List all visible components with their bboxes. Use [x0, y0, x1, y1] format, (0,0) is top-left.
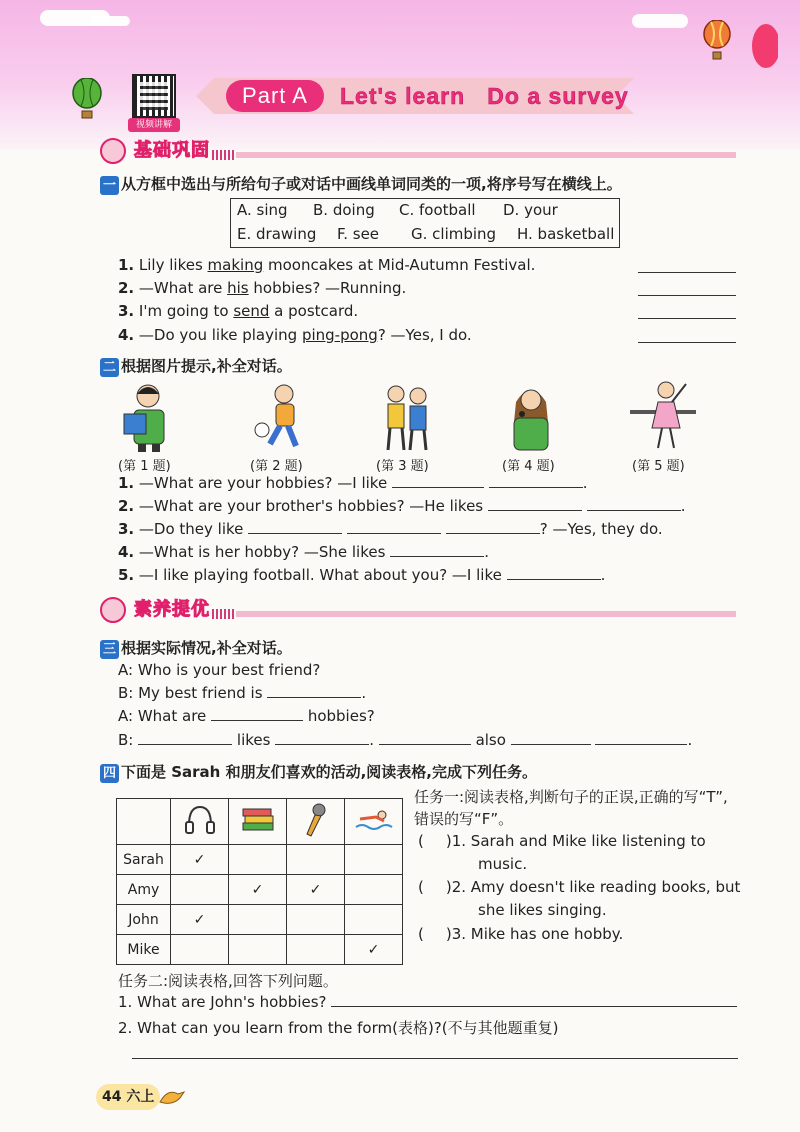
- option: C. football: [399, 201, 476, 219]
- option: H. basketball: [517, 225, 615, 243]
- answer-blank[interactable]: [138, 731, 232, 745]
- section-title: 素养提优: [134, 599, 210, 620]
- task2-question-2: 2. What can you learn from the form(表格)?(不与其他题重复): [118, 1019, 559, 1037]
- row-name: John: [117, 905, 171, 935]
- swimming-icon: [345, 799, 403, 845]
- task2-question-1: 1. What are John's hobbies?: [118, 993, 737, 1011]
- options-box: [230, 198, 620, 248]
- bird-icon: [158, 1084, 186, 1108]
- answer-blank[interactable]: [132, 1058, 738, 1059]
- tick-cell: [345, 845, 403, 875]
- answer-blank[interactable]: [379, 731, 471, 745]
- part-label: Part A: [226, 80, 324, 112]
- microphone-icon: [287, 799, 345, 845]
- picture-caption: (第 5 题): [632, 459, 685, 474]
- section-header-advanced: [100, 597, 740, 623]
- task-2-instruction: 任务二:阅读表格,回答下列问题。: [118, 972, 338, 990]
- table-row: [117, 845, 403, 875]
- tick-cell: [287, 935, 345, 965]
- tick-cell: ✓: [229, 875, 287, 905]
- notebook-icon: [100, 138, 126, 164]
- qr-label: 视频讲解: [128, 118, 180, 132]
- tick-cell: [287, 845, 345, 875]
- hot-air-balloon-icon: [70, 78, 104, 120]
- answer-blank[interactable]: [638, 295, 736, 296]
- q2-item-1: 1. —What are your hobbies? —I like .: [118, 474, 588, 492]
- question-number: 一: [100, 176, 119, 195]
- tick-cell: [345, 875, 403, 905]
- row-name: Amy: [117, 875, 171, 905]
- dialogue-line: B: likes . also .: [118, 731, 693, 749]
- question-3-instruction: 三 根据实际情况,补全对话。: [100, 637, 292, 659]
- page-number: 44 六上: [96, 1084, 160, 1110]
- answer-blank[interactable]: [275, 731, 369, 745]
- books-icon: [229, 799, 287, 845]
- tick-cell: [345, 905, 403, 935]
- answer-blank[interactable]: [595, 731, 687, 745]
- answer-blank[interactable]: [489, 474, 583, 488]
- picture-caption: (第 4 题): [502, 459, 555, 474]
- question-1-instruction: 一 从方框中选出与所给句子或对话中画线单词同类的一项,将序号写在横线上。: [100, 173, 622, 195]
- tick-cell: [229, 935, 287, 965]
- hot-air-balloon-icon: [748, 24, 778, 84]
- table-corner: [117, 799, 171, 845]
- row-name: Mike: [117, 935, 171, 965]
- answer-blank[interactable]: [267, 684, 361, 698]
- divider: [236, 611, 736, 617]
- dialogue-line: A: Who is your best friend?: [118, 661, 321, 679]
- tick-cell: [229, 905, 287, 935]
- headphones-icon: [171, 799, 229, 845]
- answer-blank[interactable]: [392, 474, 484, 488]
- q2-item-5: 5. —I like playing football. What about you? —I like .: [118, 566, 606, 584]
- answer-blank[interactable]: [638, 318, 736, 319]
- answer-blank[interactable]: [331, 993, 737, 1007]
- question-number: 二: [100, 358, 119, 377]
- row-name: Sarah: [117, 845, 171, 875]
- tick-cell: ✓: [171, 905, 229, 935]
- cloud-decoration: [90, 16, 130, 26]
- boy-football-picture: [252, 382, 308, 454]
- q1-item-1: 1. Lily likes making mooncakes at Mid-Autumn Festival.: [118, 256, 536, 274]
- tick-cell: ✓: [345, 935, 403, 965]
- question-4-instruction: 四 下面是 Sarah 和朋友们喜欢的活动,阅读表格,完成下列任务。: [100, 761, 537, 783]
- tick-cell: ✓: [171, 845, 229, 875]
- tick-cell: [229, 845, 287, 875]
- section-title: 基础巩固: [134, 140, 210, 161]
- tf-item-3: ( )3. Mike has one hobby.: [418, 925, 624, 943]
- answer-blank[interactable]: [211, 707, 303, 721]
- dialogue-line: B: My best friend is .: [118, 684, 367, 702]
- divider: [236, 152, 736, 158]
- picture-caption: (第 1 题): [118, 459, 171, 474]
- dialogue-line: A: What are hobbies?: [118, 707, 375, 725]
- question-2-instruction: 二 根据图片提示,补全对话。: [100, 355, 292, 377]
- picture-caption: (第 3 题): [376, 459, 429, 474]
- tick-cell: [287, 905, 345, 935]
- section-header-basic: [100, 138, 740, 164]
- task-1-instruction: 任务一:阅读表格,判断句子的正误,正确的写“T”,错误的写“F”。: [414, 788, 728, 828]
- answer-blank[interactable]: [347, 520, 441, 534]
- divider: [212, 609, 234, 619]
- cloud-decoration: [632, 14, 688, 28]
- tf-item-1-cont: music.: [478, 855, 528, 873]
- option: B. doing: [313, 201, 375, 219]
- page-title: Let's learn Do a survey: [340, 83, 629, 109]
- hobby-table: [116, 798, 403, 965]
- answer-blank[interactable]: [507, 566, 601, 580]
- question-number: 四: [100, 764, 119, 783]
- table-row: [117, 935, 403, 965]
- tf-item-1: ( )1. Sarah and Mike like listening to: [418, 832, 706, 850]
- option: D. your: [503, 201, 558, 219]
- hot-air-balloon-icon: [702, 20, 732, 62]
- answer-blank[interactable]: [638, 342, 736, 343]
- answer-blank[interactable]: [488, 497, 582, 511]
- answer-blank[interactable]: [638, 272, 736, 273]
- girl-ballet-picture: [628, 378, 698, 452]
- q2-item-3: 3. —Do they like ? —Yes, they do.: [118, 520, 663, 538]
- tick-cell: [171, 935, 229, 965]
- qr-code[interactable]: [132, 74, 176, 118]
- tick-cell: [171, 875, 229, 905]
- answer-blank[interactable]: [446, 520, 540, 534]
- tick-cell: ✓: [287, 875, 345, 905]
- option: A. sing: [237, 201, 288, 219]
- table-row: [117, 905, 403, 935]
- q1-item-3: 3. I'm going to send a postcard.: [118, 302, 359, 320]
- q1-item-4: 4. —Do you like playing ping-pong? —Yes, I do.: [118, 326, 472, 344]
- q1-item-2: 2. —What are his hobbies? —Running.: [118, 279, 407, 297]
- answer-blank[interactable]: [587, 497, 681, 511]
- picture-caption: (第 2 题): [250, 459, 303, 474]
- option: E. drawing: [237, 225, 317, 243]
- kids-kungfu-picture: [378, 382, 436, 454]
- girl-singing-picture: [506, 382, 556, 454]
- table-row: [117, 875, 403, 905]
- option: G. climbing: [411, 225, 497, 243]
- tf-item-2: ( )2. Amy doesn't like reading books, but: [418, 878, 741, 896]
- answer-blank[interactable]: [511, 731, 591, 745]
- answer-blank[interactable]: [390, 543, 484, 557]
- option: F. see: [337, 225, 380, 243]
- answer-blank[interactable]: [248, 520, 342, 534]
- boy-reading-picture: [118, 382, 176, 454]
- q2-item-4: 4. —What is her hobby? —She likes .: [118, 543, 489, 561]
- top-banner: [0, 0, 800, 150]
- divider: [212, 150, 234, 160]
- tf-item-2-cont: she likes singing.: [478, 901, 607, 919]
- rocket-icon: [100, 597, 126, 623]
- q2-item-2: 2. —What are your brother's hobbies? —He likes .: [118, 497, 686, 515]
- question-number: 三: [100, 640, 119, 659]
